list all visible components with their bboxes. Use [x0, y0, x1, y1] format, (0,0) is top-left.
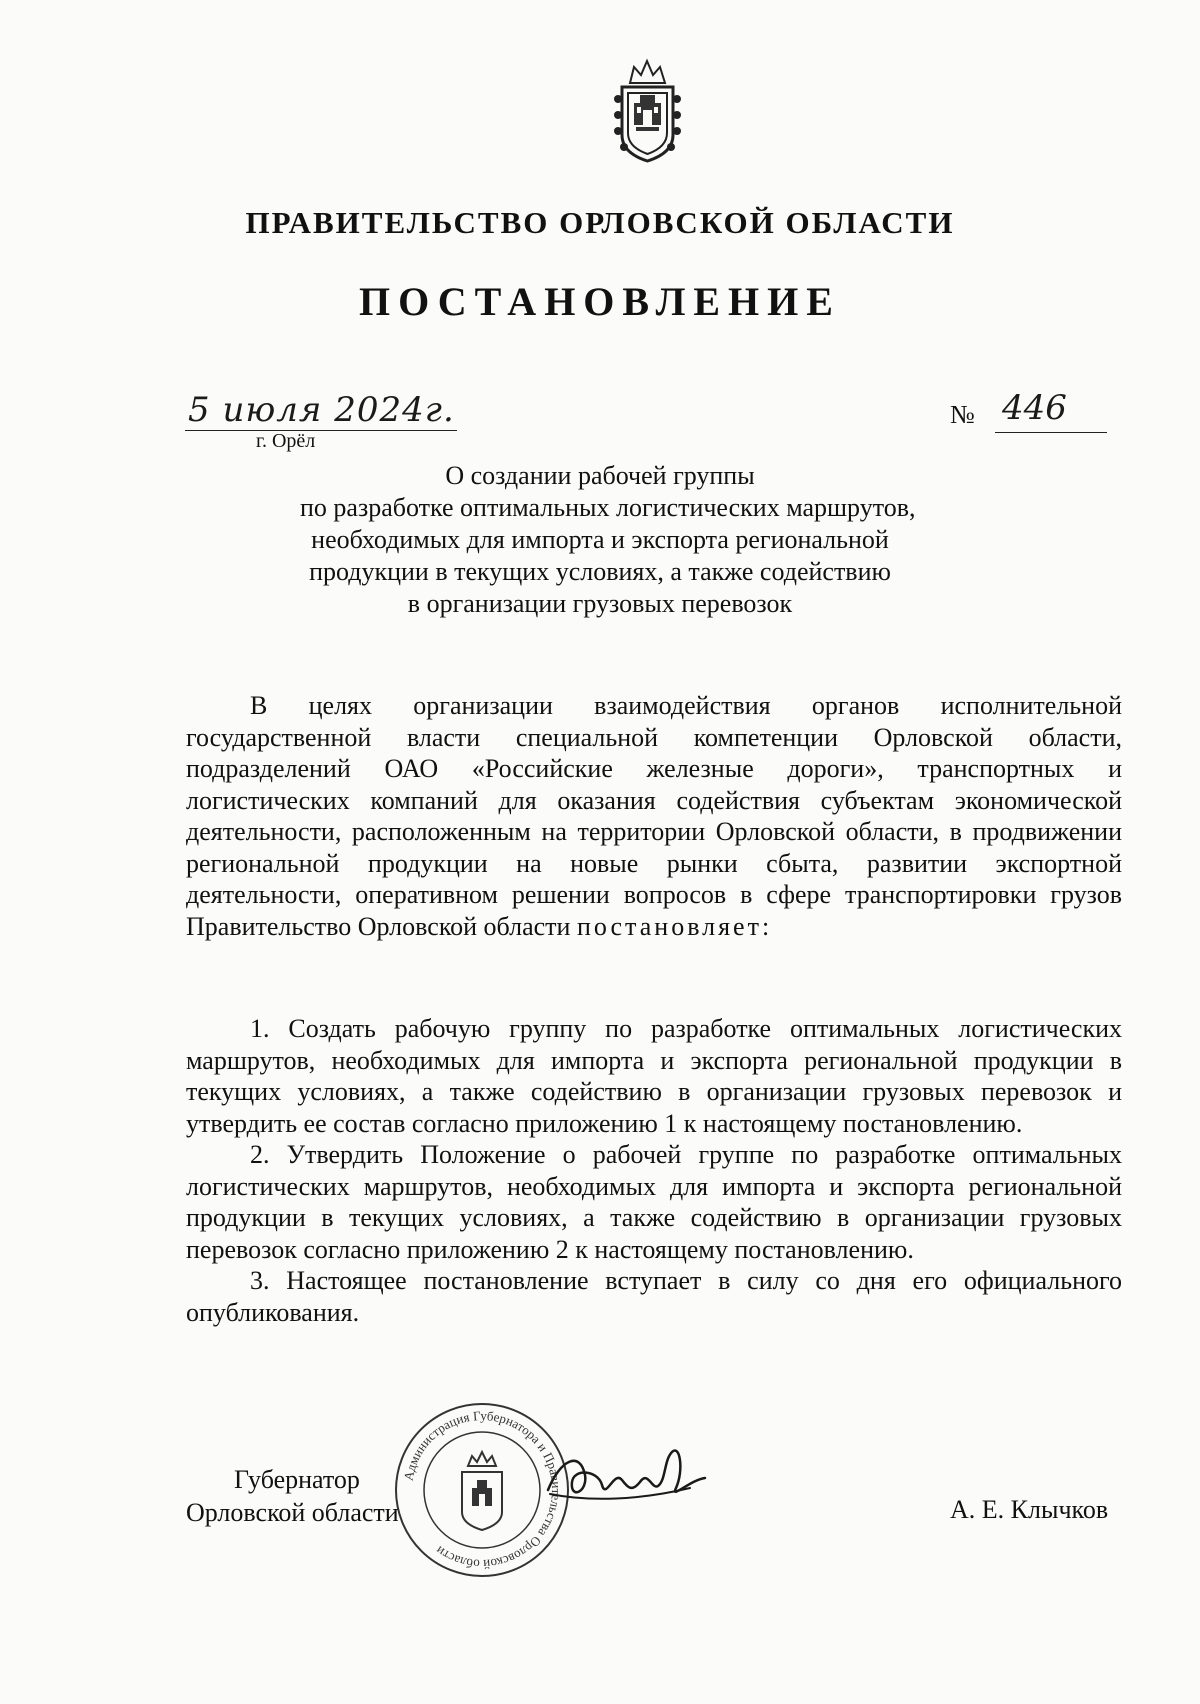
preamble-text: В целях организации взаимодействия органов исполнительной государственной власти специальной компетенции Орловской области, подразделений ОАО «Российские железные дороги», транспортных и логистических компаний для оказания содействия субъектам экономической деятельности, расположенным на территории Орловской области, в продвижении региональной продукции на новые рынки сбыта, развитии экспортной деятельности, оперативном решении вопросов в сфере транспортировки грузов Правительство Орловской области — [186, 691, 1122, 941]
subject-line: О создании рабочей группы — [445, 461, 755, 490]
resolution-item-3: 3. Настоящее постановление вступает в силу со дня его официального опубликования. — [186, 1266, 1122, 1327]
subject-line: в организации грузовых перевозок — [407, 589, 793, 618]
organization-title: ПРАВИТЕЛЬСТВО ОРЛОВСКОЙ ОБЛАСТИ — [245, 205, 955, 240]
number-underline — [995, 432, 1107, 433]
preamble — [186, 690, 1122, 942]
document-date: 5 июля 2024г. — [188, 390, 455, 430]
resolves-word: постановляет: — [576, 911, 773, 941]
subject-line: продукции в текущих условиях, а также содействию — [309, 557, 891, 586]
subject-line: необходимых для импорта и экспорта региональной — [311, 525, 889, 554]
signatory-name: А. Е. Клычков — [950, 1495, 1109, 1524]
coat-of-arms-icon — [610, 55, 685, 165]
date-underline — [185, 430, 457, 431]
document-subject — [300, 460, 916, 620]
subject-line: по разработке оптимальных логистических маршрутов, — [300, 493, 916, 522]
document-number: 446 — [1002, 388, 1067, 428]
resolution-item-1: 1. Создать рабочую группу по разработке оптимальных логистических маршрутов, необходимых для импорта и экспорта региональной продукции в текущих условиях, а также содействию в организации грузовых перевозок и утвердить ее состав согласно приложению 1 к настоящему постановлению. — [186, 1014, 1122, 1138]
preamble-paragraph — [186, 690, 1122, 942]
resolution-items — [186, 1013, 1122, 1328]
resolution-item-2: 2. Утвердить Положение о рабочей группе по разработке оптимальных логистических маршрутов, необходимых для импорта и экспорта региональной продукции в текущих условиях, а также содействию в организации грузовых перевозок согласно приложению 2 к настоящему постановлению. — [186, 1140, 1122, 1264]
seal-text: Администрация Губернатора и Правительства Орловской области — [400, 1407, 565, 1573]
document-type-title: ПОСТАНОВЛЕНИЕ — [359, 279, 841, 324]
signatory-title-line1: Губернатор — [234, 1465, 360, 1494]
number-label: № — [950, 400, 975, 429]
document-city: г. Орёл — [256, 430, 316, 452]
signatory-title — [186, 1463, 399, 1529]
signature-icon — [540, 1430, 710, 1520]
signatory-title-line2: Орловской области — [186, 1498, 399, 1527]
